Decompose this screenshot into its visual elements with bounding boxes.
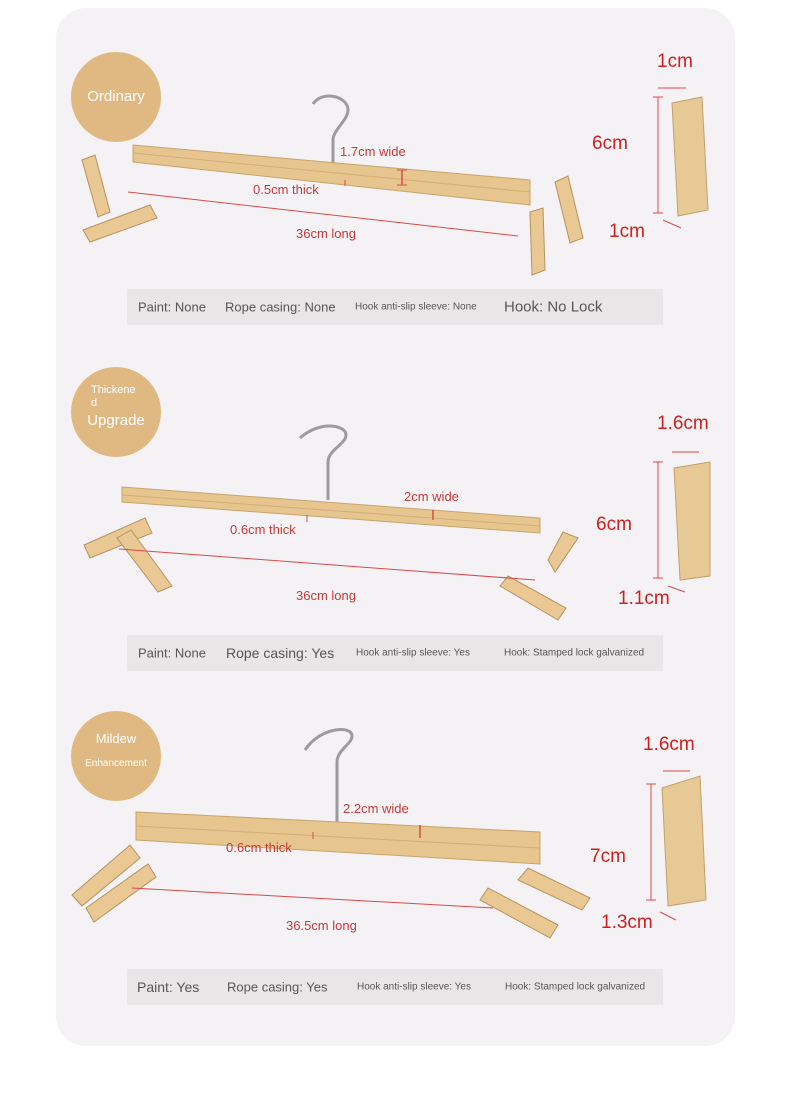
clip-height-label: 6cm bbox=[596, 514, 632, 535]
section-ordinary bbox=[0, 0, 790, 340]
thickness-label: 0.5cm thick bbox=[253, 182, 319, 197]
thickness-label: 0.6cm thick bbox=[230, 522, 296, 537]
spec-paint: Paint: None bbox=[138, 299, 206, 315]
badge-subtitle: Thickene d bbox=[91, 384, 136, 409]
badge-subtitle: Enhancement bbox=[85, 758, 147, 769]
hanger-illustration-upgrade bbox=[0, 340, 790, 680]
spec-rope: Rope casing: Yes bbox=[227, 979, 328, 995]
section-upgrade bbox=[0, 340, 790, 680]
clip-height-label: 7cm bbox=[590, 846, 626, 867]
spec-sleeve: Hook anti-slip sleeve: Yes bbox=[357, 981, 471, 993]
section-mildew bbox=[0, 680, 790, 1020]
width-label: 1.7cm wide bbox=[340, 144, 406, 159]
clip-width-label: 1.6cm bbox=[657, 413, 709, 434]
spec-sleeve: Hook anti-slip sleeve: None bbox=[355, 301, 477, 313]
spec-rope: Rope casing: Yes bbox=[226, 645, 335, 661]
spec-bar bbox=[127, 289, 663, 325]
spec-bar bbox=[127, 635, 663, 671]
length-label: 36.5cm long bbox=[286, 918, 357, 933]
clip-width-label: 1.6cm bbox=[643, 734, 695, 755]
clip-width-label: 1cm bbox=[657, 51, 693, 72]
spec-hook: Hook: No Lock bbox=[504, 298, 603, 316]
spec-sleeve: Hook anti-slip sleeve: Yes bbox=[356, 647, 470, 659]
badge-title: Mildew bbox=[95, 731, 137, 746]
clip-bottom-label: 1cm bbox=[609, 221, 645, 242]
spec-hook: Hook: Stamped lock galvanized bbox=[504, 647, 645, 659]
clip-bottom-label: 1.3cm bbox=[601, 912, 653, 933]
thickness-label: 0.6cm thick bbox=[226, 840, 292, 855]
spec-paint: Paint: Yes bbox=[137, 979, 200, 995]
width-label: 2.2cm wide bbox=[343, 801, 409, 816]
badge-title: Upgrade bbox=[87, 412, 145, 429]
clip-height-label: 6cm bbox=[592, 133, 628, 154]
spec-hook: Hook: Stamped lock galvanized bbox=[505, 981, 646, 993]
length-label: 36cm long bbox=[296, 226, 356, 241]
spec-bar bbox=[127, 969, 663, 1005]
length-label: 36cm long bbox=[296, 588, 356, 603]
width-label: 2cm wide bbox=[404, 489, 459, 504]
clip-bottom-label: 1.1cm bbox=[618, 588, 670, 609]
spec-paint: Paint: None bbox=[138, 645, 206, 661]
spec-rope: Rope casing: None bbox=[225, 299, 336, 315]
badge-title: Ordinary bbox=[87, 88, 145, 105]
